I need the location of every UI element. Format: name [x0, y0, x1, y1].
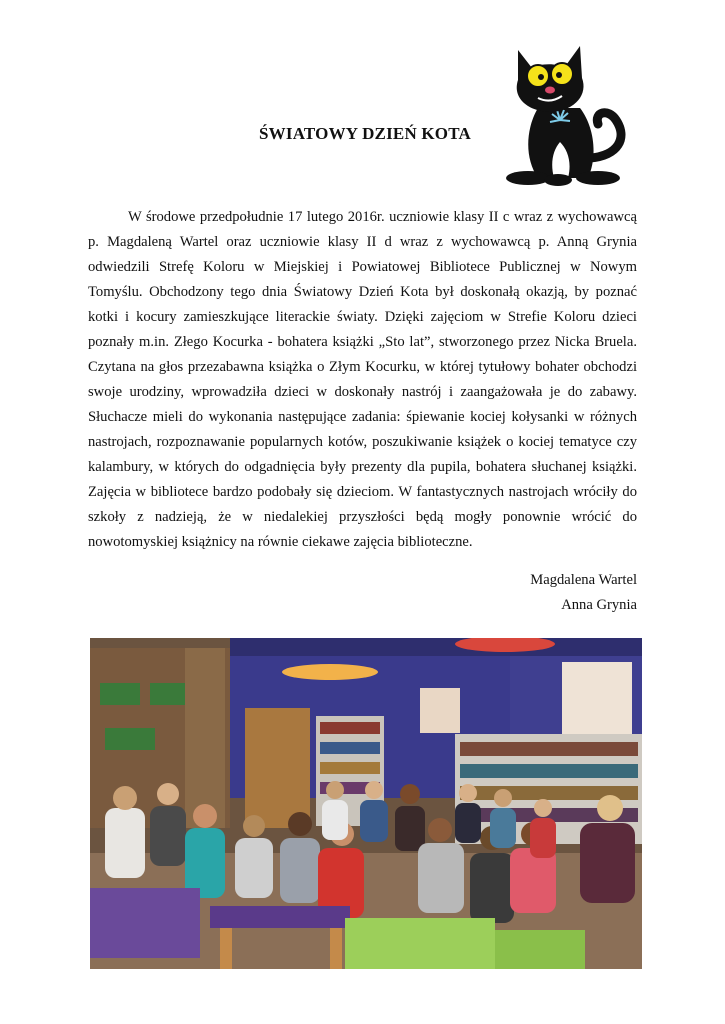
library-photo: [90, 638, 642, 969]
body-text: W środowe przedpołudnie 17 lutego 2016r. uczniowie klasy II c wraz z wychowawcą p. Magdaleną Wartel oraz uczniowie klasy II d wraz z wychowawcą p. Anną Grynia odwiedzili Strefę Koloru w Miejskiej i Powiatowej Bibliotece Publicznej w Nowym Tomyślu. Obchodzony tego dnia Światowy Dzień Kota był doskonałą okazją, by poznać kotki i kocury zamieszkujące literackie światy. Dzięki zajęciom w Strefie Koloru dzieci poznały m.in. Złego Kocurka - bohatera książki „Sto lat”, stworzonego przez Nicka Bruela. Czytana na głos przezabawna książka o Złym Kocurku, w której tytułowy bohater obchodzi swoje urodziny, wprowadziła dzieci w doskonały nastrój i zaangażowała je do zabawy. Słuchacze mieli do wykonania następujące zadania: śpiewanie kociej kołysanki w różnych nastrojach, rozpoznawanie popularnych kotów, poszukiwanie książek o kociej tematyce czy kalambury, w których do odgadnięcia były prezenty dla pupila, bohatera słuchanej książki. Zajęcia w bibliotece bardzo podobały się dzieciom. W fantastycznych nastrojach wróciły do szkoły z nadzieją, że w niedalekiej przyszłości będą mogły ponownie wrócić do nowotomyskiej książnicy na równie ciekawe zajęcia biblioteczne.: [88, 209, 637, 550]
cat-illustration: [498, 38, 646, 190]
document-title: ŚWIATOWY DZIEŃ KOTA: [259, 124, 471, 143]
signature-2: Anna Grynia: [561, 597, 637, 613]
body-paragraph: [88, 205, 637, 555]
signature-1: Magdalena Wartel: [530, 572, 637, 588]
